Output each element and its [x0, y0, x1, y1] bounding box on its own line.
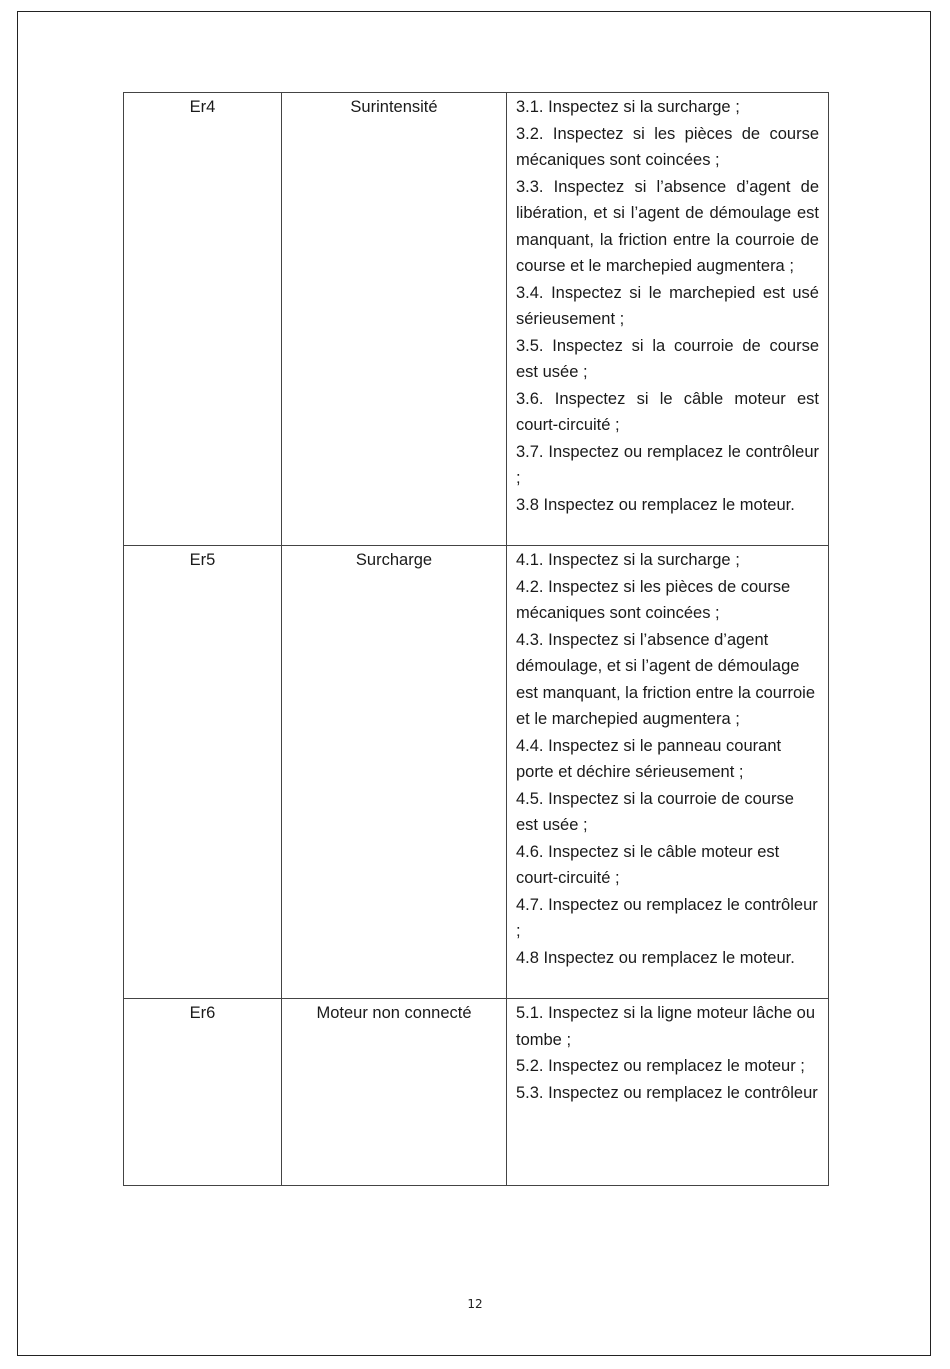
table-row-er5 [124, 546, 829, 999]
step-item: 4.3. Inspectez si l’absence d’agent démoulage, et si l’agent de démoulage est manquant, la friction entre la courroie et le marchepied augmentera ; [516, 630, 815, 728]
step-item: 4.8 Inspectez ou remplacez le moteur. [516, 948, 795, 967]
step-item: 4.5. Inspectez si la courroie de course est usée ; [516, 789, 794, 834]
step-item: 4.7. Inspectez ou remplacez le contrôleur ; [516, 895, 818, 940]
table-row-er4 [124, 93, 829, 546]
error-description-cell: Surintensité [282, 93, 507, 546]
error-description-cell: Moteur non connecté [282, 999, 507, 1186]
table-row-er6 [124, 999, 829, 1186]
error-code-table [123, 92, 829, 1186]
step-item: 3.8 Inspectez ou remplacez le moteur. [516, 495, 795, 514]
step-item: 3.2. Inspectez si les pièces de course mécaniques sont coincées ; [516, 124, 819, 169]
step-item: 4.1. Inspectez si la surcharge ; [516, 551, 740, 569]
error-code-cell: Er6 [124, 999, 282, 1186]
troubleshooting-steps-cell [507, 999, 829, 1186]
step-item: 4.4. Inspectez si le panneau courant porte et déchire sérieusement ; [516, 736, 782, 781]
step-item: 5.1. Inspectez si la ligne moteur lâche ou tombe ; [516, 1004, 816, 1049]
troubleshooting-steps-cell [507, 546, 829, 999]
troubleshooting-steps-cell [507, 93, 829, 546]
step-item: 3.7. Inspectez ou remplacez le contrôleur ; [516, 442, 819, 487]
error-description-cell: Surcharge [282, 546, 507, 999]
error-code-cell: Er5 [124, 546, 282, 999]
step-item: 5.2. Inspectez ou remplacez le moteur ; [516, 1057, 805, 1075]
step-item: 4.2. Inspectez si les pièces de course mécaniques sont coincées ; [516, 577, 791, 622]
page-number: 12 [467, 1297, 483, 1311]
step-item: 3.6. Inspectez si le câble moteur est court-circuité ; [516, 389, 819, 434]
step-item: 4.6. Inspectez si le câble moteur est court-circuité ; [516, 842, 780, 887]
step-item: 3.3. Inspectez si l’absence d’agent de libération, et si l’agent de démoulage est manquant, la friction entre la courroie de course et le marchepied augmentera ; [516, 177, 819, 275]
step-item: 3.4. Inspectez si le marchepied est usé sérieusement ; [516, 283, 819, 328]
step-item: 3.1. Inspectez si la surcharge ; [516, 98, 740, 116]
step-item: 5.3. Inspectez ou remplacez le contrôleur [516, 1083, 818, 1102]
error-code-cell: Er4 [124, 93, 282, 546]
step-item: 3.5. Inspectez si la courroie de course est usée ; [516, 336, 819, 381]
